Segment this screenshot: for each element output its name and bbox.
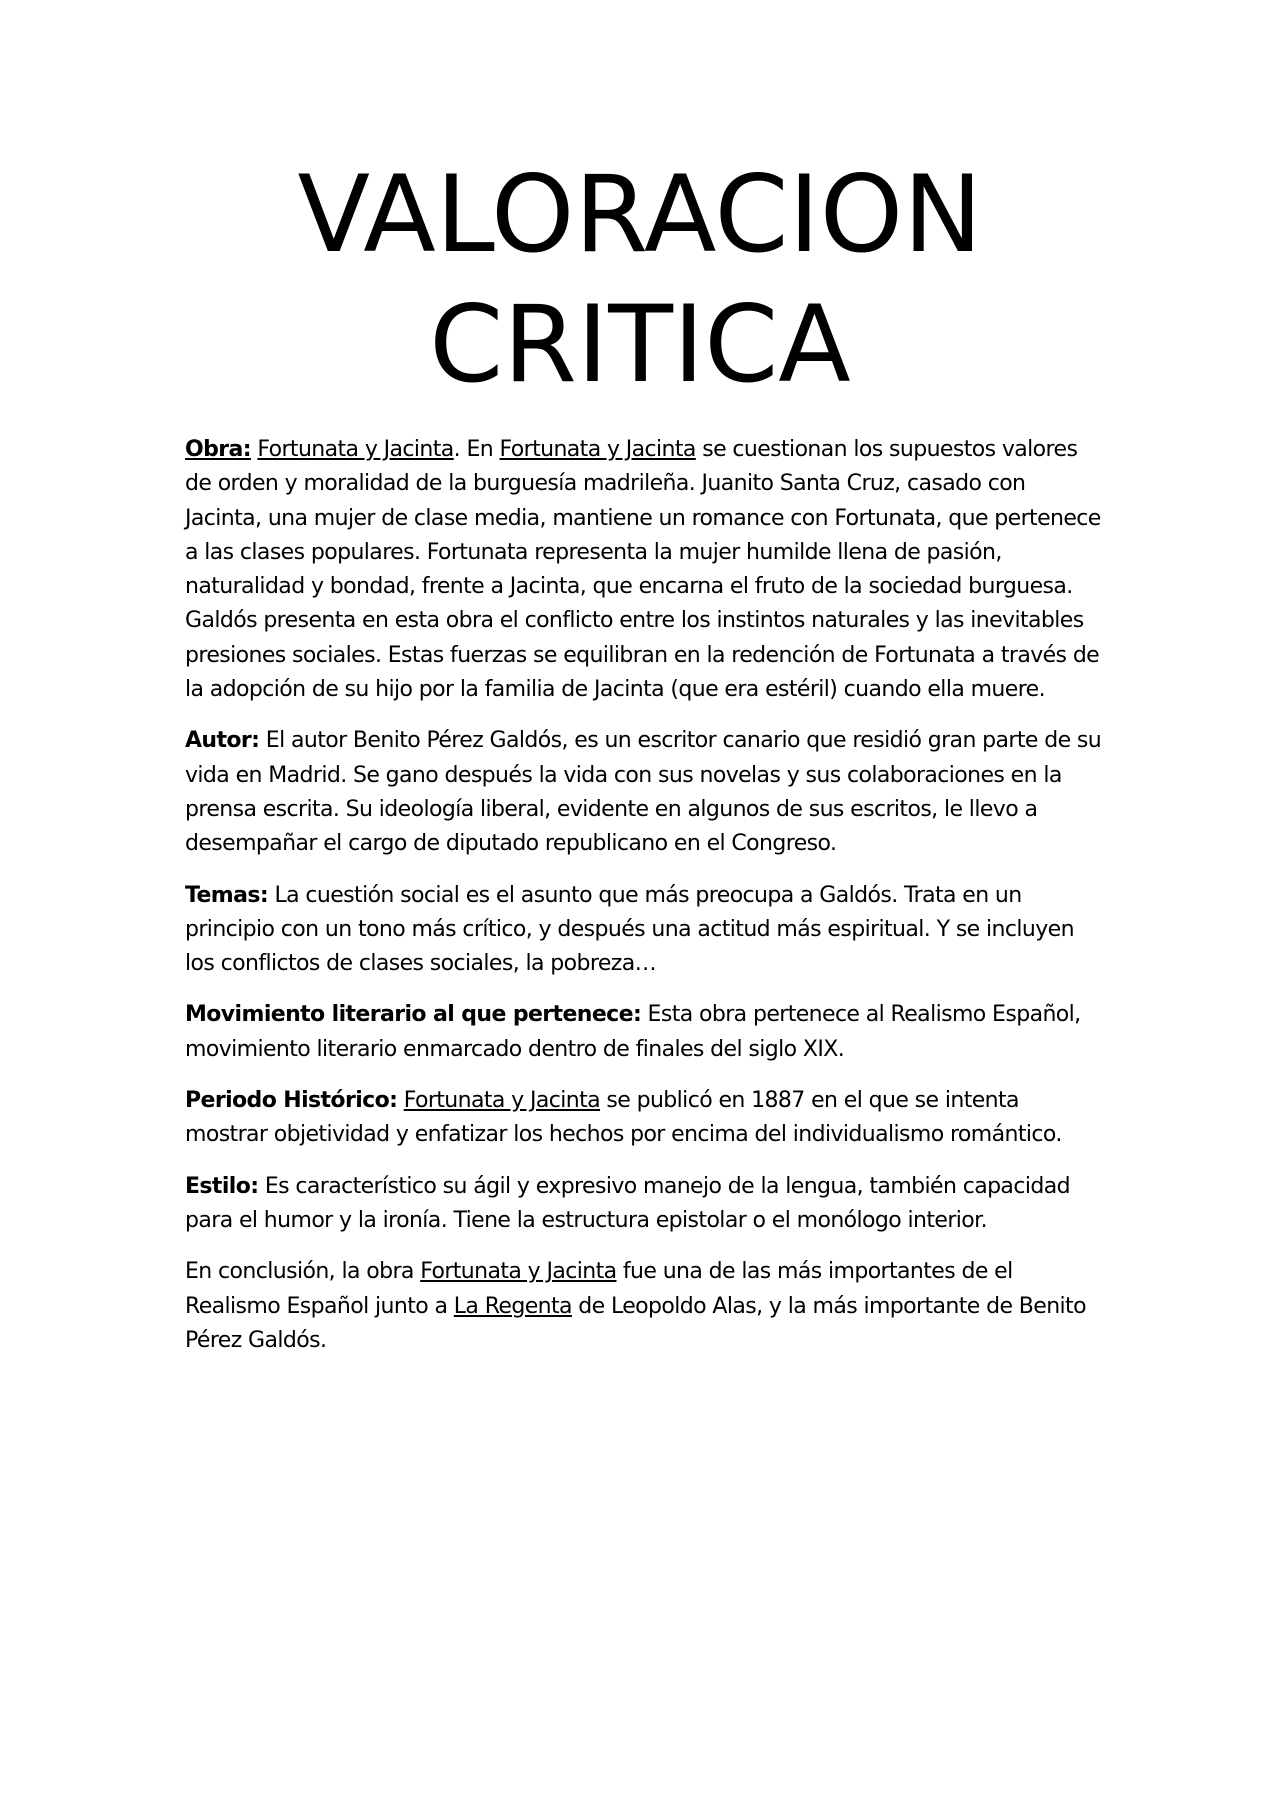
document-body <box>185 433 1105 1375</box>
work-title: La Regenta <box>453 1293 572 1319</box>
label-obra: Obra: <box>185 437 251 462</box>
paragraph-text: . En <box>453 437 500 462</box>
paragraph-conclusion <box>185 1255 1105 1358</box>
paragraph-text: La cuestión social es el asunto que más preocupa a Galdós. Trata en un principio con un tono más crítico, y después una actitud más espiritual. Y se incluyen los conflictos de clases sociales, la pobreza… <box>185 882 1074 977</box>
label-movimiento: Movimiento literario al que pertenece: <box>185 1002 642 1028</box>
work-title: Fortunata y Jacinta <box>420 1259 617 1285</box>
work-title: Fortunata y Jacinta <box>499 437 696 462</box>
paragraph-autor <box>185 724 1105 861</box>
paragraph-estilo <box>185 1170 1105 1239</box>
paragraph-text: En conclusión, la obra <box>185 1259 421 1285</box>
work-title: Fortunata y Jacinta <box>403 1088 601 1114</box>
paragraph-periodo <box>185 1084 1105 1153</box>
title-line-1: VALORACION <box>297 153 983 276</box>
paragraph-text: se cuestionan los supuestos valores de orden y moralidad de la burguesía madrileña. Juanito Santa Cruz, casado con Jacinta, una mujer de clase media, mantiene un romance con Fortunata, que pertenece a las clases populares. Fortunata representa la mujer humilde llena de pasión, naturalidad y bondad, frente a Jacinta, que encarna el fruto de la sociedad burguesa. Galdós presenta en esta obra el conflicto entre los instintos naturales y las inevitables presiones sociales. Estas fuerzas se equilibran en la redención de Fortunata a través de la adopción de su hijo por la familia de Jacinta (que era estéril) cuando ella muere. <box>185 437 1101 703</box>
paragraph-text: se publicó en 1887 en el que se intenta mostrar objetividad y enfatizar los hechos por encima del individualismo romántico. <box>185 1088 1062 1148</box>
label-autor: Autor: <box>185 728 260 754</box>
work-title: Fortunata y Jacinta <box>257 437 454 462</box>
paragraph-text: de Leopoldo Alas, y la más importante de Benito Pérez Galdós. <box>185 1293 1086 1353</box>
paragraph-movimiento <box>185 998 1105 1067</box>
paragraph-temas <box>185 879 1105 982</box>
paragraph-text: fue una de las más importantes de el Realismo Español junto a <box>185 1259 1013 1319</box>
paragraph-obra <box>185 433 1105 707</box>
paragraph-text: Es característico su ágil y expresivo manejo de la lengua, también capacidad para el humor y la ironía. Tiene la estructura epistolar o el monólogo interior. <box>185 1173 1070 1233</box>
paragraph-text: Esta obra pertenece al Realismo Español, movimiento literario enmarcado dentro de finales del siglo XIX. <box>185 1002 1081 1062</box>
title-line-2: CRITICA <box>429 283 851 406</box>
label-temas: Temas: <box>185 882 269 908</box>
page-title <box>0 150 1280 410</box>
label-estilo: Estilo: <box>185 1173 259 1199</box>
paragraph-text: El autor Benito Pérez Galdós, es un escritor canario que residió gran parte de su vida en Madrid. Se gano después la vida con sus novelas y sus colaboraciones en la prensa escrita. Su ideología liberal, evidente en algunos de sus escritos, le llevo a desempañar el cargo de diputado republicano en el Congreso. <box>185 728 1102 857</box>
label-periodo: Periodo Histórico: <box>185 1088 398 1114</box>
